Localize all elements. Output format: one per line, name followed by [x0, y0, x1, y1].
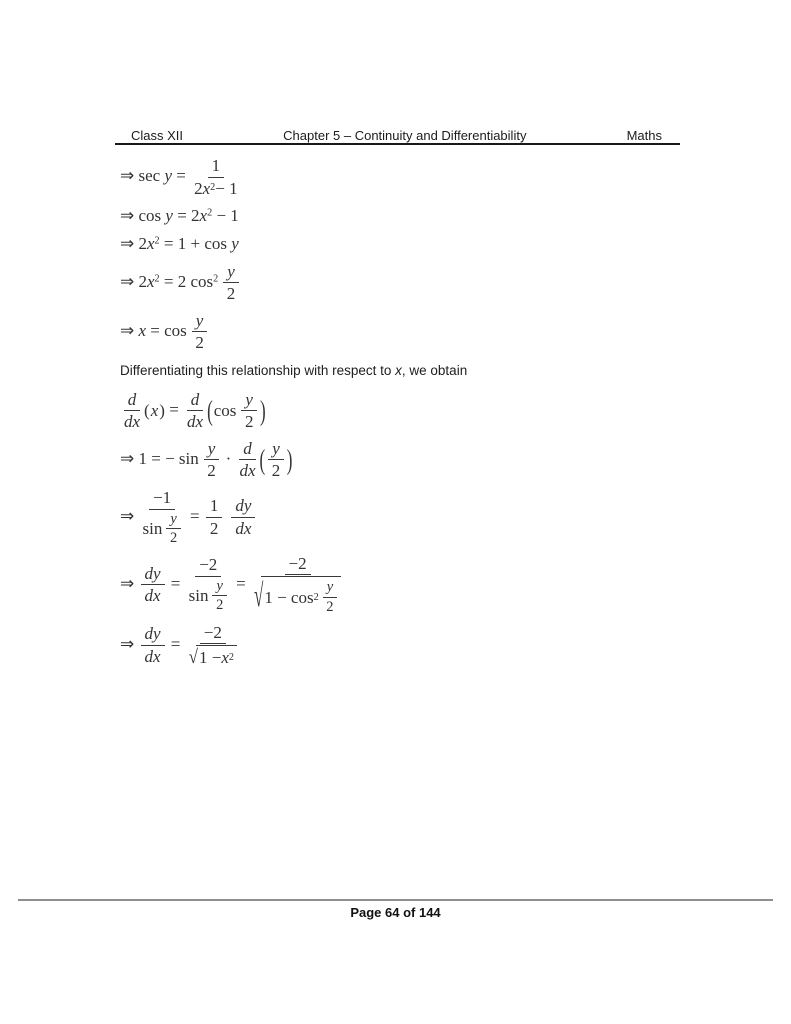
- page-number: Page 64 of 144: [350, 905, 441, 920]
- header-subject-label: Maths: [626, 128, 662, 143]
- solution-content: [120, 156, 680, 675]
- equation-x-cos-y2: ⇒ x = cos $\frac{y}{2}$: [120, 311, 680, 353]
- equation-dydx-sqrt-cos: ⇒ $\frac{dy}{dx}$ = −2 sin $\frac{y}{2}$ = −2 √ 1 − cos 2 $\frac{y}{2}$: [120, 554, 680, 616]
- equation-cos-y: ⇒ $\cos y = 2x^2 - 1$: [120, 206, 239, 226]
- equation-neg1-over-sin: ⇒ −1 sin $\frac{y}{2}$ = $\frac{1}{2}$ $\frac{dy}{dx}$: [120, 488, 680, 547]
- equation-1-eq-neg-sin: ⇒ 1 = − sin $\frac{y}{2}$ · $\frac{d}{dx}$ ( $\frac{y}{2}$ ): [120, 438, 293, 481]
- equation-2x2-2cos2: ⇒ $2x^2 = 2$ $\cos^2$ $\frac{y}{2}$: [120, 262, 680, 304]
- header-class-label: Class XII: [131, 128, 184, 143]
- equation-dydx-final: ⇒ $\frac{dy}{dx}$ = −2 √ 1 − x 2: [120, 623, 680, 668]
- footer-divider: [18, 899, 773, 901]
- equation-sec-y: ⇒ sec y = 1 2 x 2 − 1: [120, 156, 238, 198]
- header-chapter-title: Chapter 5 – Continuity and Differentiability: [283, 128, 527, 143]
- header-divider: [115, 143, 680, 145]
- paragraph-differentiating: Differentiating this relationship with respect to x, we obtain: [120, 362, 468, 378]
- equation-2x2-1-plus-cosy: ⇒ $2x^2 = 1 + \cos y$: [120, 234, 239, 254]
- equation-ddx: $\frac{d}{dx}$ ( x ) = $\frac{d}{dx}$ ( cos $\frac{y}{2}$ ): [124, 389, 266, 432]
